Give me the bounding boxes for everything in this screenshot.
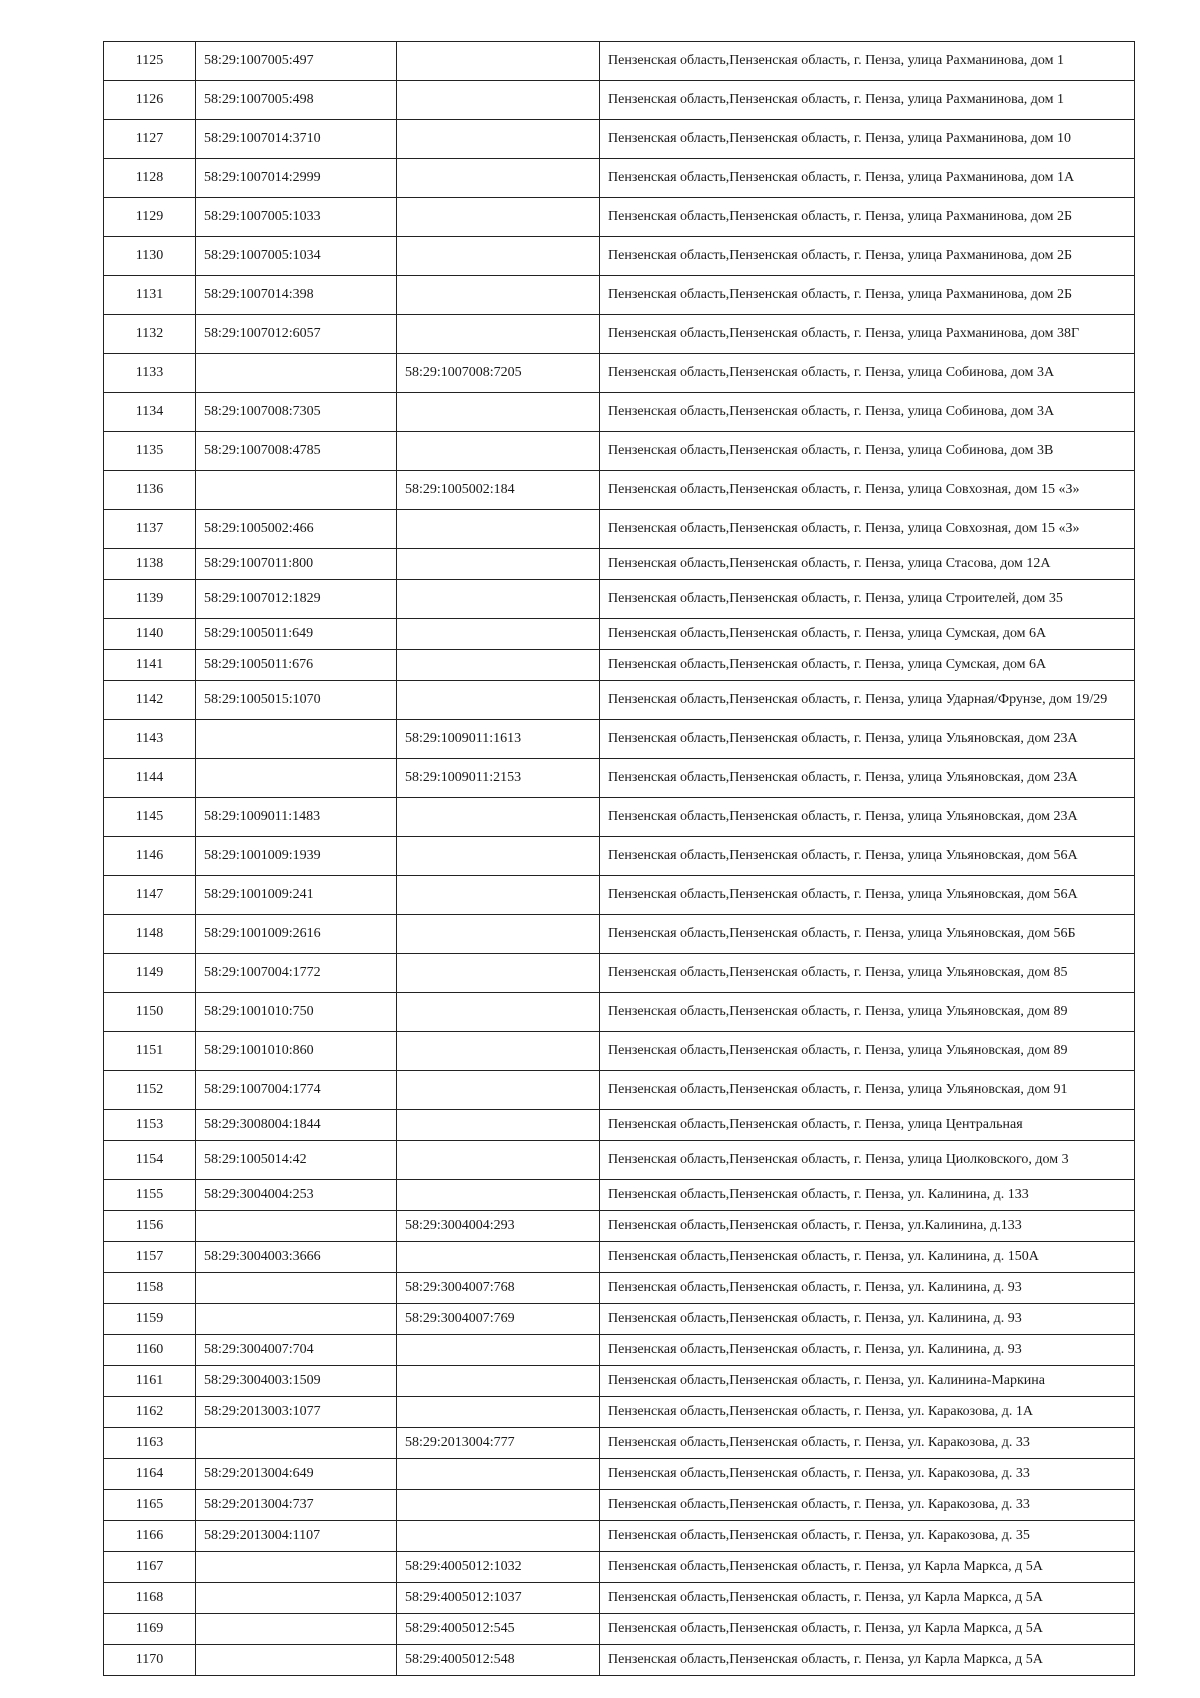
row-number-cell: 1145 xyxy=(104,798,196,837)
address-cell: Пензенская область,Пензенская область, г. Пенза, ул. Каракозова, д. 35 xyxy=(600,1521,1135,1552)
cadastral-number-b-cell xyxy=(397,237,600,276)
address-cell: Пензенская область,Пензенская область, г. Пенза, ул. Калинина, д. 150А xyxy=(600,1242,1135,1273)
cadastral-number-b-cell xyxy=(397,1459,600,1490)
cadastral-number-a-cell: 58:29:1007005:1033 xyxy=(196,198,397,237)
address-cell: Пензенская область,Пензенская область, г. Пенза, улица Строителей, дом 35 xyxy=(600,580,1135,619)
cadastral-number-b-cell xyxy=(397,1521,600,1552)
row-number-cell: 1155 xyxy=(104,1180,196,1211)
cadastral-number-b-cell: 58:29:1005002:184 xyxy=(397,471,600,510)
row-number-cell: 1142 xyxy=(104,681,196,720)
table-row xyxy=(104,1428,1135,1459)
cadastral-number-a-cell xyxy=(196,471,397,510)
row-number-cell: 1134 xyxy=(104,393,196,432)
cadastral-number-b-cell xyxy=(397,1335,600,1366)
cadastral-number-a-cell: 58:29:2013004:649 xyxy=(196,1459,397,1490)
address-cell: Пензенская область,Пензенская область, г. Пенза, улица Рахманинова, дом 1 xyxy=(600,42,1135,81)
row-number-cell: 1168 xyxy=(104,1583,196,1614)
cadastral-number-a-cell: 58:29:3004007:704 xyxy=(196,1335,397,1366)
cadastral-number-a-cell: 58:29:1007008:7305 xyxy=(196,393,397,432)
row-number-cell: 1130 xyxy=(104,237,196,276)
table-row xyxy=(104,1397,1135,1428)
cadastral-number-a-cell: 58:29:1005002:466 xyxy=(196,510,397,549)
row-number-cell: 1135 xyxy=(104,432,196,471)
table-row xyxy=(104,580,1135,619)
address-cell: Пензенская область,Пензенская область, г. Пенза, ул Карла Маркса, д 5А xyxy=(600,1645,1135,1676)
row-number-cell: 1148 xyxy=(104,915,196,954)
registry-table xyxy=(103,41,1135,1676)
row-number-cell: 1146 xyxy=(104,837,196,876)
table-row xyxy=(104,1552,1135,1583)
table-row xyxy=(104,1614,1135,1645)
address-cell: Пензенская область,Пензенская область, г. Пенза, улица Ударная/Фрунзе, дом 19/29 xyxy=(600,681,1135,720)
cadastral-number-b-cell xyxy=(397,1397,600,1428)
cadastral-number-b-cell: 58:29:4005012:548 xyxy=(397,1645,600,1676)
cadastral-number-a-cell xyxy=(196,1273,397,1304)
table-row xyxy=(104,1242,1135,1273)
row-number-cell: 1163 xyxy=(104,1428,196,1459)
address-cell: Пензенская область,Пензенская область, г. Пенза, улица Ульяновская, дом 85 xyxy=(600,954,1135,993)
address-cell: Пензенская область,Пензенская область, г. Пенза, ул Карла Маркса, д 5А xyxy=(600,1552,1135,1583)
table-row xyxy=(104,954,1135,993)
table-row xyxy=(104,120,1135,159)
cadastral-number-b-cell: 58:29:3004004:293 xyxy=(397,1211,600,1242)
cadastral-number-a-cell: 58:29:3004003:1509 xyxy=(196,1366,397,1397)
address-cell: Пензенская область,Пензенская область, г. Пенза, ул Карла Маркса, д 5А xyxy=(600,1614,1135,1645)
cadastral-number-b-cell xyxy=(397,549,600,580)
cadastral-number-b-cell xyxy=(397,81,600,120)
cadastral-number-a-cell: 58:29:1007005:497 xyxy=(196,42,397,81)
table-row xyxy=(104,993,1135,1032)
cadastral-number-b-cell xyxy=(397,681,600,720)
address-cell: Пензенская область,Пензенская область, г. Пенза, улица Совхозная, дом 15 «З» xyxy=(600,510,1135,549)
row-number-cell: 1132 xyxy=(104,315,196,354)
row-number-cell: 1162 xyxy=(104,1397,196,1428)
cadastral-number-b-cell xyxy=(397,798,600,837)
address-cell: Пензенская область,Пензенская область, г. Пенза, ул. Калинина, д. 93 xyxy=(600,1273,1135,1304)
cadastral-number-b-cell: 58:29:4005012:545 xyxy=(397,1614,600,1645)
row-number-cell: 1156 xyxy=(104,1211,196,1242)
row-number-cell: 1147 xyxy=(104,876,196,915)
address-cell: Пензенская область,Пензенская область, г. Пенза, улица Собинова, дом 3А xyxy=(600,354,1135,393)
table-row xyxy=(104,619,1135,650)
row-number-cell: 1141 xyxy=(104,650,196,681)
table-row xyxy=(104,315,1135,354)
address-cell: Пензенская область,Пензенская область, г. Пенза, улица Рахманинова, дом 10 xyxy=(600,120,1135,159)
cadastral-number-a-cell: 58:29:1007005:498 xyxy=(196,81,397,120)
address-cell: Пензенская область,Пензенская область, г. Пенза, ул. Каракозова, д. 1А xyxy=(600,1397,1135,1428)
row-number-cell: 1149 xyxy=(104,954,196,993)
cadastral-number-b-cell: 58:29:1009011:2153 xyxy=(397,759,600,798)
row-number-cell: 1143 xyxy=(104,720,196,759)
cadastral-number-a-cell: 58:29:1005014:42 xyxy=(196,1141,397,1180)
row-number-cell: 1127 xyxy=(104,120,196,159)
cadastral-number-b-cell: 58:29:1009011:1613 xyxy=(397,720,600,759)
row-number-cell: 1133 xyxy=(104,354,196,393)
table-row xyxy=(104,237,1135,276)
row-number-cell: 1152 xyxy=(104,1071,196,1110)
row-number-cell: 1166 xyxy=(104,1521,196,1552)
cadastral-number-b-cell xyxy=(397,1110,600,1141)
row-number-cell: 1159 xyxy=(104,1304,196,1335)
address-cell: Пензенская область,Пензенская область, г. Пенза, ул.Калинина, д.133 xyxy=(600,1211,1135,1242)
cadastral-number-a-cell: 58:29:1007004:1774 xyxy=(196,1071,397,1110)
row-number-cell: 1137 xyxy=(104,510,196,549)
address-cell: Пензенская область,Пензенская область, г. Пенза, ул. Калинина-Маркина xyxy=(600,1366,1135,1397)
cadastral-number-b-cell: 58:29:2013004:777 xyxy=(397,1428,600,1459)
cadastral-number-b-cell xyxy=(397,619,600,650)
cadastral-number-b-cell xyxy=(397,198,600,237)
table-row xyxy=(104,549,1135,580)
address-cell: Пензенская область,Пензенская область, г. Пенза, улица Ульяновская, дом 56Б xyxy=(600,915,1135,954)
row-number-cell: 1161 xyxy=(104,1366,196,1397)
row-number-cell: 1158 xyxy=(104,1273,196,1304)
table-row xyxy=(104,681,1135,720)
cadastral-number-b-cell xyxy=(397,954,600,993)
cadastral-number-b-cell xyxy=(397,432,600,471)
cadastral-number-b-cell xyxy=(397,993,600,1032)
cadastral-number-a-cell xyxy=(196,1428,397,1459)
cadastral-number-b-cell: 58:29:4005012:1032 xyxy=(397,1552,600,1583)
address-cell: Пензенская область,Пензенская область, г. Пенза, ул. Калинина, д. 93 xyxy=(600,1304,1135,1335)
row-number-cell: 1150 xyxy=(104,993,196,1032)
cadastral-number-b-cell xyxy=(397,650,600,681)
address-cell: Пензенская область,Пензенская область, г. Пенза, улица Стасова, дом 12А xyxy=(600,549,1135,580)
address-cell: Пензенская область,Пензенская область, г. Пенза, улица Ульяновская, дом 23А xyxy=(600,759,1135,798)
cadastral-number-a-cell xyxy=(196,1614,397,1645)
row-number-cell: 1144 xyxy=(104,759,196,798)
row-number-cell: 1129 xyxy=(104,198,196,237)
address-cell: Пензенская область,Пензенская область, г. Пенза, ул. Калинина, д. 93 xyxy=(600,1335,1135,1366)
cadastral-number-b-cell xyxy=(397,915,600,954)
cadastral-number-b-cell xyxy=(397,1490,600,1521)
table-row xyxy=(104,354,1135,393)
cadastral-number-a-cell: 58:29:1009011:1483 xyxy=(196,798,397,837)
cadastral-number-a-cell xyxy=(196,1211,397,1242)
row-number-cell: 1154 xyxy=(104,1141,196,1180)
table-row xyxy=(104,1521,1135,1552)
table-row xyxy=(104,198,1135,237)
table-row xyxy=(104,432,1135,471)
table-row xyxy=(104,1304,1135,1335)
address-cell: Пензенская область,Пензенская область, г. Пенза, улица Рахманинова, дом 1 xyxy=(600,81,1135,120)
address-cell: Пензенская область,Пензенская область, г. Пенза, улица Рахманинова, дом 2Б xyxy=(600,276,1135,315)
table-row xyxy=(104,1366,1135,1397)
cadastral-number-a-cell: 58:29:1001010:860 xyxy=(196,1032,397,1071)
address-cell: Пензенская область,Пензенская область, г. Пенза, улица Собинова, дом 3В xyxy=(600,432,1135,471)
address-cell: Пензенская область,Пензенская область, г. Пенза, ул Карла Маркса, д 5А xyxy=(600,1583,1135,1614)
table-row xyxy=(104,42,1135,81)
row-number-cell: 1167 xyxy=(104,1552,196,1583)
row-number-cell: 1131 xyxy=(104,276,196,315)
cadastral-number-b-cell xyxy=(397,1141,600,1180)
cadastral-number-a-cell: 58:29:1005011:649 xyxy=(196,619,397,650)
cadastral-number-a-cell xyxy=(196,354,397,393)
table-row xyxy=(104,1459,1135,1490)
address-cell: Пензенская область,Пензенская область, г. Пенза, ул. Каракозова, д. 33 xyxy=(600,1459,1135,1490)
address-cell: Пензенская область,Пензенская область, г. Пенза, ул. Калинина, д. 133 xyxy=(600,1180,1135,1211)
table-row xyxy=(104,720,1135,759)
table-row xyxy=(104,510,1135,549)
cadastral-number-a-cell: 58:29:1007011:800 xyxy=(196,549,397,580)
table-row xyxy=(104,1071,1135,1110)
table-row xyxy=(104,276,1135,315)
address-cell: Пензенская область,Пензенская область, г. Пенза, улица Ульяновская, дом 23А xyxy=(600,720,1135,759)
address-cell: Пензенская область,Пензенская область, г. Пенза, ул. Каракозова, д. 33 xyxy=(600,1490,1135,1521)
cadastral-number-b-cell: 58:29:3004007:768 xyxy=(397,1273,600,1304)
cadastral-number-b-cell xyxy=(397,837,600,876)
registry-body xyxy=(104,42,1135,1676)
cadastral-number-a-cell xyxy=(196,1304,397,1335)
cadastral-number-a-cell xyxy=(196,1552,397,1583)
cadastral-number-b-cell xyxy=(397,42,600,81)
table-row xyxy=(104,837,1135,876)
address-cell: Пензенская область,Пензенская область, г. Пенза, улица Собинова, дом 3А xyxy=(600,393,1135,432)
cadastral-number-a-cell xyxy=(196,1583,397,1614)
table-row xyxy=(104,1032,1135,1071)
cadastral-number-a-cell: 58:29:1007014:3710 xyxy=(196,120,397,159)
table-row xyxy=(104,1645,1135,1676)
cadastral-number-a-cell: 58:29:2013004:1107 xyxy=(196,1521,397,1552)
table-row xyxy=(104,81,1135,120)
table-row xyxy=(104,876,1135,915)
cadastral-number-b-cell xyxy=(397,876,600,915)
cadastral-number-a-cell: 58:29:1005011:676 xyxy=(196,650,397,681)
cadastral-number-b-cell xyxy=(397,1242,600,1273)
cadastral-number-a-cell xyxy=(196,759,397,798)
cadastral-number-b-cell: 58:29:1007008:7205 xyxy=(397,354,600,393)
cadastral-number-a-cell: 58:29:1001009:2616 xyxy=(196,915,397,954)
table-row xyxy=(104,1583,1135,1614)
cadastral-number-b-cell xyxy=(397,1366,600,1397)
address-cell: Пензенская область,Пензенская область, г. Пенза, улица Рахманинова, дом 2Б xyxy=(600,198,1135,237)
cadastral-number-a-cell: 58:29:1005015:1070 xyxy=(196,681,397,720)
cadastral-number-a-cell: 58:29:1007005:1034 xyxy=(196,237,397,276)
address-cell: Пензенская область,Пензенская область, г. Пенза, улица Сумская, дом 6А xyxy=(600,650,1135,681)
row-number-cell: 1153 xyxy=(104,1110,196,1141)
address-cell: Пензенская область,Пензенская область, г. Пенза, ул. Каракозова, д. 33 xyxy=(600,1428,1135,1459)
row-number-cell: 1169 xyxy=(104,1614,196,1645)
cadastral-number-a-cell: 58:29:2013004:737 xyxy=(196,1490,397,1521)
table-row xyxy=(104,798,1135,837)
row-number-cell: 1151 xyxy=(104,1032,196,1071)
cadastral-number-b-cell xyxy=(397,159,600,198)
row-number-cell: 1139 xyxy=(104,580,196,619)
row-number-cell: 1138 xyxy=(104,549,196,580)
row-number-cell: 1128 xyxy=(104,159,196,198)
cadastral-number-b-cell xyxy=(397,1071,600,1110)
table-row xyxy=(104,1141,1135,1180)
cadastral-number-a-cell: 58:29:1007012:6057 xyxy=(196,315,397,354)
address-cell: Пензенская область,Пензенская область, г. Пенза, улица Рахманинова, дом 2Б xyxy=(600,237,1135,276)
row-number-cell: 1170 xyxy=(104,1645,196,1676)
row-number-cell: 1157 xyxy=(104,1242,196,1273)
cadastral-number-a-cell: 58:29:1007012:1829 xyxy=(196,580,397,619)
row-number-cell: 1125 xyxy=(104,42,196,81)
cadastral-number-b-cell xyxy=(397,120,600,159)
cadastral-number-b-cell xyxy=(397,276,600,315)
address-cell: Пензенская область,Пензенская область, г. Пенза, улица Сумская, дом 6А xyxy=(600,619,1135,650)
cadastral-number-b-cell xyxy=(397,393,600,432)
address-cell: Пензенская область,Пензенская область, г. Пенза, улица Циолковского, дом 3 xyxy=(600,1141,1135,1180)
row-number-cell: 1126 xyxy=(104,81,196,120)
row-number-cell: 1164 xyxy=(104,1459,196,1490)
cadastral-number-b-cell xyxy=(397,1180,600,1211)
table-row xyxy=(104,1335,1135,1366)
cadastral-number-b-cell xyxy=(397,315,600,354)
row-number-cell: 1160 xyxy=(104,1335,196,1366)
cadastral-number-a-cell: 58:29:1001009:241 xyxy=(196,876,397,915)
table-row xyxy=(104,650,1135,681)
table-row xyxy=(104,471,1135,510)
address-cell: Пензенская область,Пензенская область, г. Пенза, улица Рахманинова, дом 38Г xyxy=(600,315,1135,354)
table-row xyxy=(104,1180,1135,1211)
cadastral-number-b-cell xyxy=(397,1032,600,1071)
address-cell: Пензенская область,Пензенская область, г. Пенза, улица Ульяновская, дом 89 xyxy=(600,1032,1135,1071)
table-row xyxy=(104,1211,1135,1242)
address-cell: Пензенская область,Пензенская область, г. Пенза, улица Рахманинова, дом 1А xyxy=(600,159,1135,198)
address-cell: Пензенская область,Пензенская область, г. Пенза, улица Ульяновская, дом 23А xyxy=(600,798,1135,837)
cadastral-number-a-cell xyxy=(196,1645,397,1676)
cadastral-number-a-cell: 58:29:1007008:4785 xyxy=(196,432,397,471)
cadastral-number-a-cell: 58:29:1001009:1939 xyxy=(196,837,397,876)
cadastral-number-a-cell: 58:29:1001010:750 xyxy=(196,993,397,1032)
cadastral-number-a-cell: 58:29:1007014:2999 xyxy=(196,159,397,198)
address-cell: Пензенская область,Пензенская область, г. Пенза, улица Совхозная, дом 15 «З» xyxy=(600,471,1135,510)
address-cell: Пензенская область,Пензенская область, г. Пенза, улица Ульяновская, дом 89 xyxy=(600,993,1135,1032)
cadastral-number-a-cell: 58:29:3004004:253 xyxy=(196,1180,397,1211)
cadastral-number-a-cell: 58:29:1007014:398 xyxy=(196,276,397,315)
row-number-cell: 1136 xyxy=(104,471,196,510)
table-row xyxy=(104,159,1135,198)
cadastral-number-b-cell xyxy=(397,580,600,619)
cadastral-number-a-cell: 58:29:3004003:3666 xyxy=(196,1242,397,1273)
cadastral-number-a-cell: 58:29:3008004:1844 xyxy=(196,1110,397,1141)
table-row xyxy=(104,1490,1135,1521)
cadastral-number-a-cell: 58:29:1007004:1772 xyxy=(196,954,397,993)
address-cell: Пензенская область,Пензенская область, г. Пенза, улица Центральная xyxy=(600,1110,1135,1141)
table-row xyxy=(104,759,1135,798)
table-row xyxy=(104,915,1135,954)
row-number-cell: 1140 xyxy=(104,619,196,650)
table-row xyxy=(104,1110,1135,1141)
address-cell: Пензенская область,Пензенская область, г. Пенза, улица Ульяновская, дом 91 xyxy=(600,1071,1135,1110)
cadastral-number-a-cell xyxy=(196,720,397,759)
address-cell: Пензенская область,Пензенская область, г. Пенза, улица Ульяновская, дом 56А xyxy=(600,876,1135,915)
address-cell: Пензенская область,Пензенская область, г. Пенза, улица Ульяновская, дом 56А xyxy=(600,837,1135,876)
cadastral-number-a-cell: 58:29:2013003:1077 xyxy=(196,1397,397,1428)
cadastral-number-b-cell: 58:29:3004007:769 xyxy=(397,1304,600,1335)
table-row xyxy=(104,1273,1135,1304)
cadastral-number-b-cell: 58:29:4005012:1037 xyxy=(397,1583,600,1614)
table-row xyxy=(104,393,1135,432)
cadastral-number-b-cell xyxy=(397,510,600,549)
row-number-cell: 1165 xyxy=(104,1490,196,1521)
